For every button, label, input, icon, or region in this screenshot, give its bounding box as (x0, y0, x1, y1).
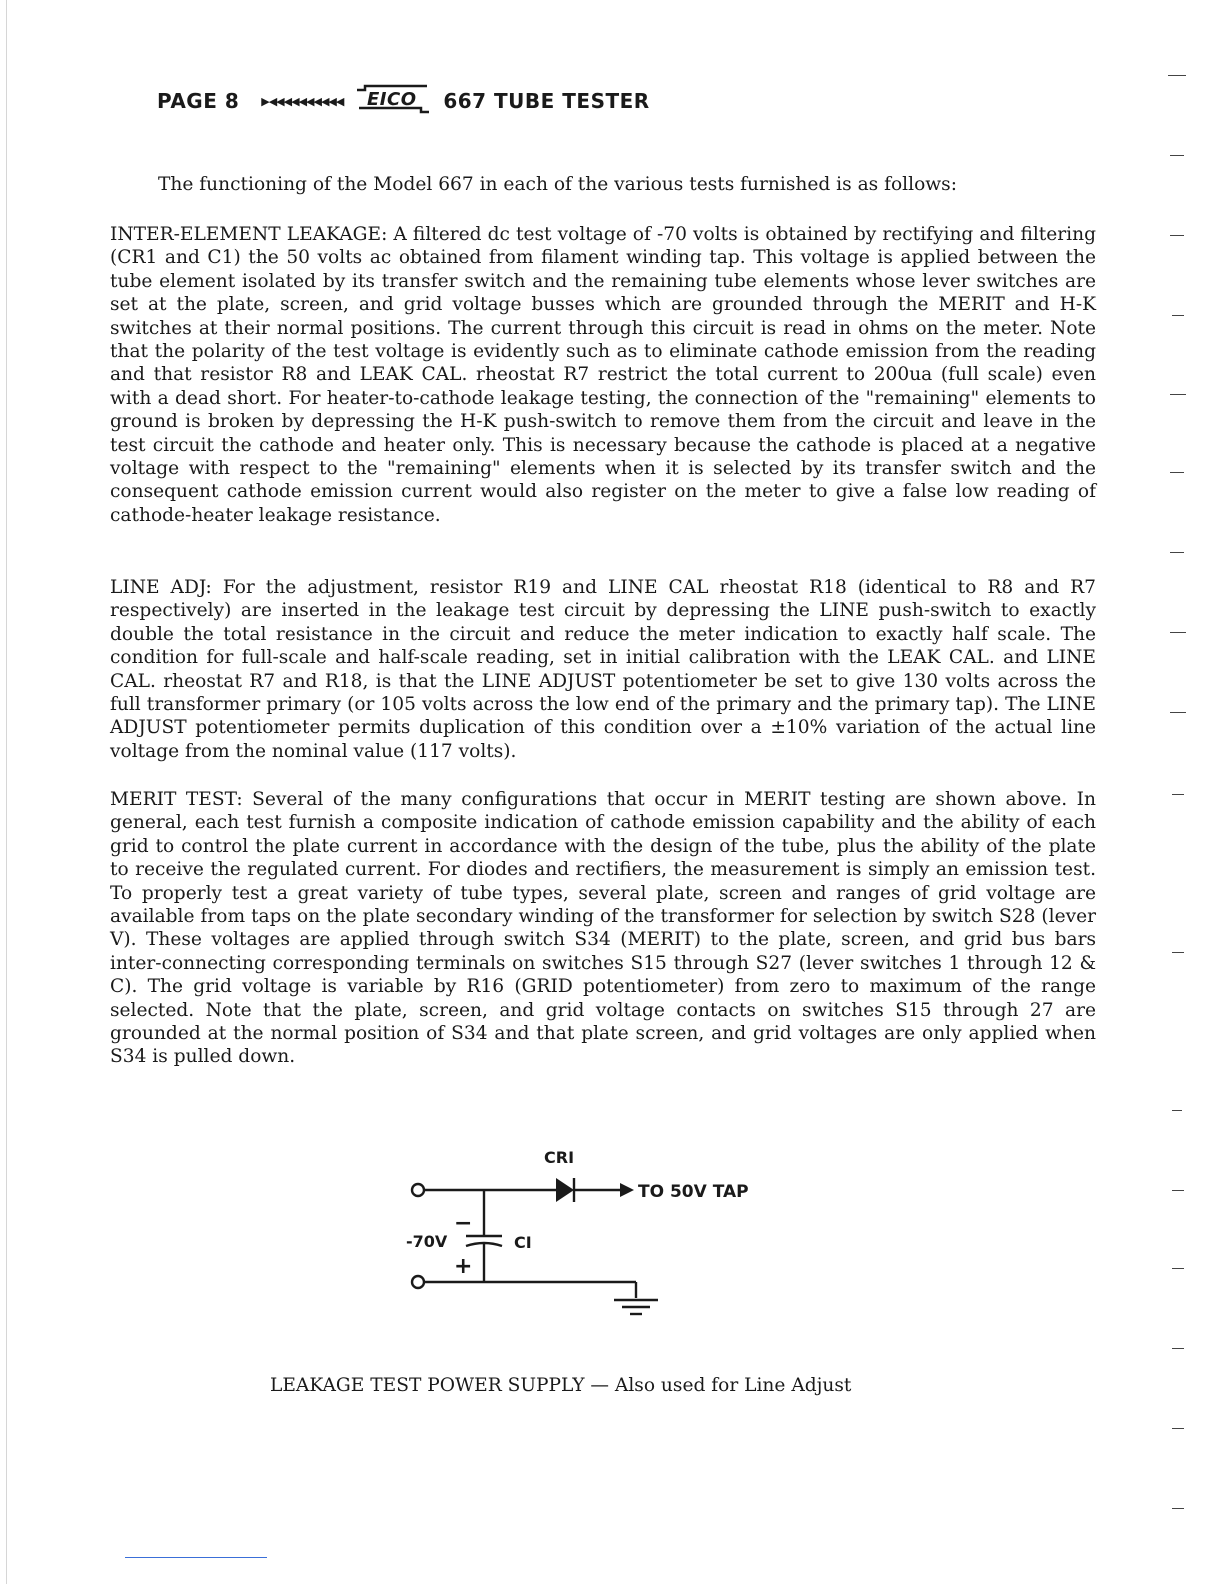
margin-mark (1172, 1190, 1184, 1191)
capacitor-label: CI (514, 1233, 532, 1252)
figure-caption: LEAKAGE TEST POWER SUPPLY — Also used for Line Adjust (270, 1375, 852, 1396)
tap-label: TO 50V TAP (638, 1182, 749, 1202)
minus-sign: − (454, 1211, 473, 1236)
merit-section: MERIT TEST: Several of the many configurations that occur in MERIT testing are shown above. In general, each test furnish a composite indication of cathode emission capability and the ability of each grid to control the plate current in accordance with the design of the tube, plus the ability of the plate to receive the regulated current. For diodes and rectifiers, the measurement is simply an emission test. To properly test a great variety of tube types, several plate, screen and ranges of grid voltage are available from taps on the plate secondary winding of the transformer for selection by switch S28 (lever V). These voltages are applied through switch S34 (MERIT) to the plate, screen, and grid bus bars inter-connecting corresponding terminals on switches S15 through S27 (lever switches 1 through 12 & C). The grid voltage is variable by R16 (GRID potentiometer) from zero to maximum of the range selected. Note that the plate, screen, and grid voltage contacts on switches S15 through 27 are grounded at the normal position of S34 and that plate screen, and grid voltages are only applied when S34 is pulled down. (110, 789, 1096, 1068)
arrow-ornament: ▶◀◀◀◀◀◀◀◀◀◀ (261, 94, 344, 108)
margin-mark (1170, 552, 1184, 553)
eico-logo (353, 84, 433, 119)
margin-mark (1170, 394, 1186, 395)
margin-mark (1170, 632, 1186, 633)
margin-mark (1172, 1348, 1184, 1349)
margin-mark (1170, 712, 1186, 713)
margin-mark (1172, 315, 1184, 316)
footer-rule (125, 1557, 267, 1558)
leakage-section: INTER-ELEMENT LEAKAGE: A filtered dc test voltage of -70 volts is obtained by rectifying and filtering (CR1 and C1) the 50 volts ac obtained from filament winding tap. This voltage is applied between the tube element isolated by its transfer switch and the remaining tube elements whose lever switches are set at the plate, screen, and grid voltage busses which are grounded through the MERIT and H-K switches at their normal positions. The current through this circuit is read in ohms on the meter. Note that the polarity of the test voltage is evidently such as to eliminate cathode emission from the reading and that resistor R8 and LEAK CAL. rheostat R7 restrict the total current to 200ua (full scale) even with a dead short. For heater-to-cathode leakage testing, the connection of the "remaining" elements to ground is broken by depressing the H-K push-switch to remove them from the circuit and leave in the test circuit the cathode and heater only. This is necessary because the cathode is placed at a negative voltage with respect to the "remaining" elements when it is selected by its transfer switch and the consequent cathode emission current would also register on the meter to give a false low reading of cathode-heater leakage resistance. (110, 224, 1096, 526)
margin-mark (1172, 794, 1184, 795)
margin-mark (1170, 472, 1184, 473)
diode-symbol (556, 1178, 574, 1202)
margin-mark (1172, 1268, 1184, 1269)
margin-mark (1172, 952, 1184, 953)
logo-text: EICO (367, 88, 417, 110)
leakage-power-supply-schematic (396, 1140, 776, 1330)
page-header (157, 86, 650, 116)
margin-mark (1172, 1110, 1182, 1111)
scan-edge-line (6, 0, 7, 1584)
intro-paragraph: The functioning of the Model 667 in each of the various tests furnished is as follows: (158, 174, 957, 195)
eico-logo-mark (353, 84, 433, 114)
arrow-head-icon (620, 1183, 634, 1197)
margin-mark (1170, 155, 1184, 156)
voltage-label: -70V (406, 1232, 448, 1251)
top-terminal (412, 1184, 424, 1196)
diode-label: CRI (544, 1148, 575, 1167)
margin-mark (1172, 1508, 1184, 1509)
line-adj-section: LINE ADJ: For the adjustment, resistor R19 and LINE CAL rheostat R18 (identical to R8 and R7 respectively) are inserted in the leakage test circuit by depressing the LINE push-switch to exactly double the total resistance in the circuit and reduce the meter indication to exactly half scale. The condition for full-scale and half-scale reading, set in initial calibration with the LEAK CAL. and LINE CAL. rheostat R7 and R18, is that the LINE ADJUST potentiometer be set to give 130 volts across the full transformer primary (or 105 volts across the low end of the primary and the primary tap). The LINE ADJUST potentiometer permits duplication of this condition over a ±10% variation of the actual line voltage from the nominal value (117 volts). (110, 577, 1096, 762)
margin-mark (1168, 75, 1186, 76)
bottom-terminal (412, 1276, 424, 1288)
margin-mark (1170, 235, 1184, 236)
page-title: 667 TUBE TESTER (443, 89, 650, 113)
page-number: PAGE 8 (157, 89, 240, 113)
plus-sign: + (454, 1254, 473, 1279)
margin-mark (1172, 1428, 1184, 1429)
